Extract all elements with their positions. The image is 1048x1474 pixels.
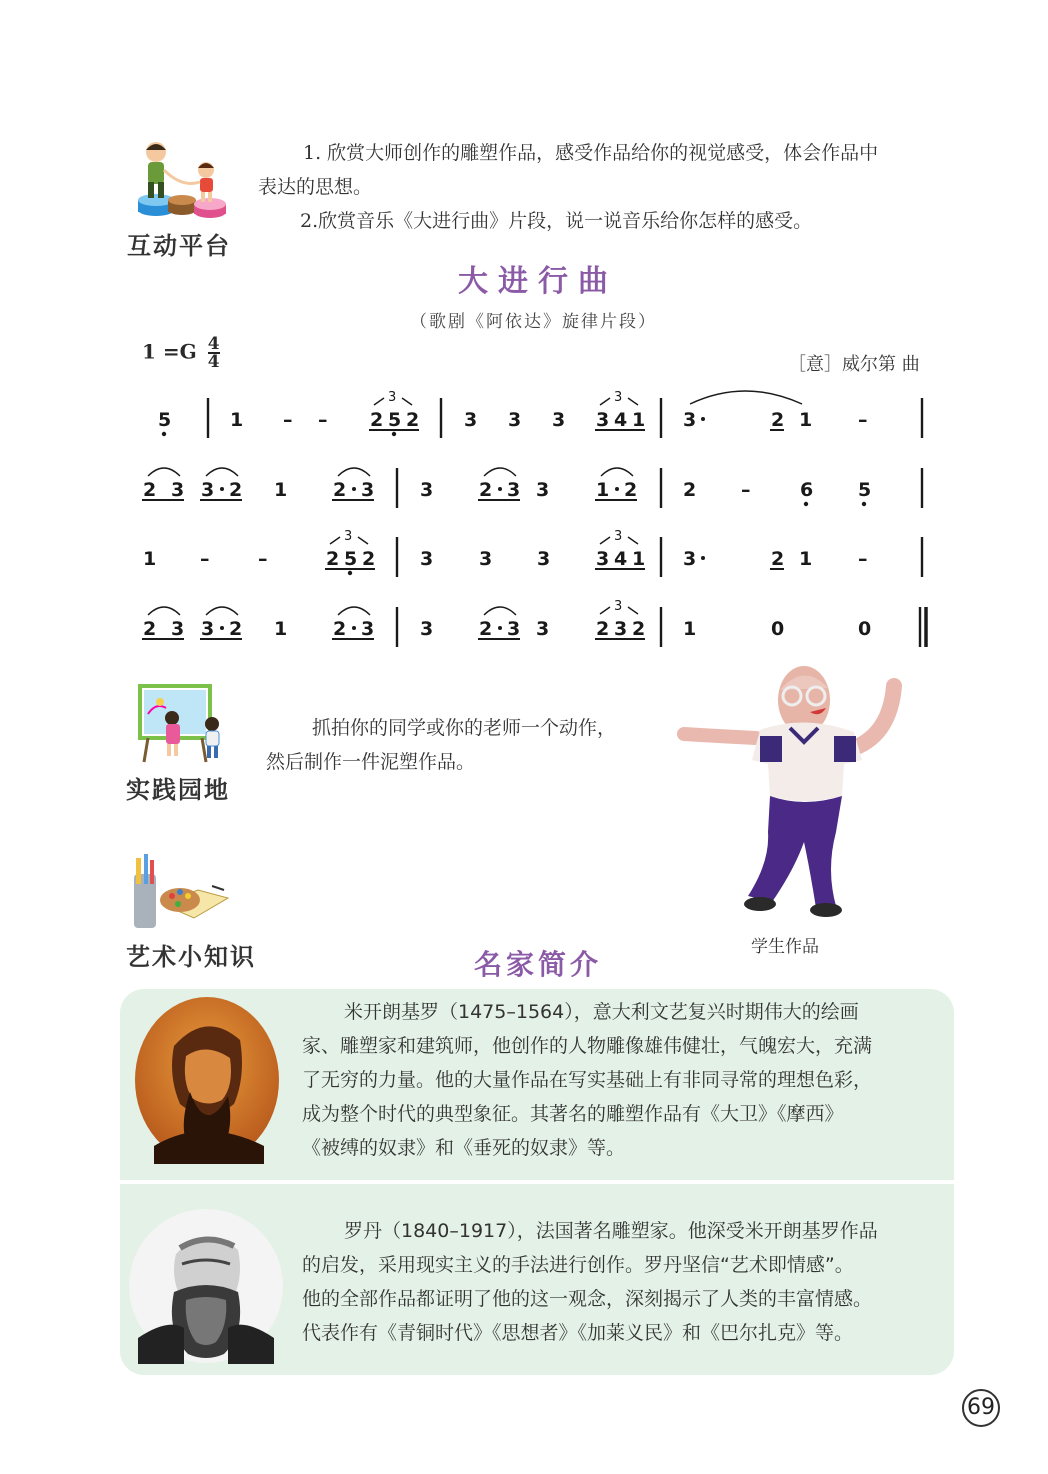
svg-text:2: 2 [229, 479, 243, 501]
svg-text:2: 2 [632, 618, 646, 640]
svg-text:3: 3 [171, 479, 185, 501]
svg-text:–: – [283, 409, 293, 431]
svg-text:3: 3 [464, 409, 478, 431]
svg-text:1: 1 [596, 479, 610, 501]
svg-text:0: 0 [771, 618, 785, 640]
svg-text:2: 2 [143, 479, 157, 501]
knowledge-label: 艺术小知识 [126, 943, 256, 971]
svg-text:2: 2 [229, 618, 243, 640]
svg-text:3: 3 [596, 409, 610, 431]
svg-text:3: 3 [614, 529, 623, 544]
svg-text:1: 1 [799, 409, 813, 431]
svg-text:3: 3 [614, 390, 623, 405]
svg-text:2: 2 [771, 548, 785, 570]
svg-text:3: 3 [536, 618, 550, 640]
practice-label: 实践园地 [126, 776, 230, 804]
rodin-bio-line-2: 的启发，采用现实主义的手法进行创作。罗丹坚信“艺术即情感”。 [302, 1254, 854, 1276]
svg-text:3: 3 [536, 479, 550, 501]
svg-text:2: 2 [624, 479, 638, 501]
svg-text:3: 3 [171, 618, 185, 640]
panel-divider [120, 1180, 954, 1184]
svg-text:3: 3 [420, 618, 434, 640]
rodin-bio-line-3: 他的全部作品都证明了他的这一观念，深刻揭示了人类的丰富情感。 [302, 1288, 873, 1310]
svg-text:–: – [858, 548, 868, 570]
key-label: 1 =G [142, 339, 197, 364]
svg-text:2: 2 [326, 548, 340, 570]
svg-text:5: 5 [158, 409, 172, 431]
svg-text:4: 4 [614, 409, 628, 431]
practice-text-2: 然后制作一件泥塑作品。 [266, 751, 476, 773]
michelangelo-bio-line-4: 成为整个时代的典型象征。其著名的雕塑作品有《大卫》《摩西》 [302, 1103, 844, 1125]
svg-text:3: 3 [388, 390, 397, 405]
interactive-item-2: 2.欣赏音乐《大进行曲》片段，说一说音乐给你怎样的感受。 [300, 210, 813, 232]
svg-text:2: 2 [333, 618, 347, 640]
svg-text:1: 1 [632, 409, 646, 431]
svg-text:3: 3 [507, 618, 521, 640]
composer: ［意］威尔第 曲 [788, 354, 920, 375]
michelangelo-bio-line-2: 家、雕塑家和建筑师，他创作的人物雕像雄伟健壮，气魄宏大，充满 [302, 1035, 873, 1057]
svg-text:3: 3 [596, 548, 610, 570]
rodin-bio-line-1: 罗丹（1840–1917），法国著名雕塑家。他深受米开朗基罗作品 [344, 1220, 878, 1242]
interactive-item-1-cont: 表达的思想。 [258, 176, 373, 198]
meter-bottom: 4 [207, 352, 220, 372]
svg-text:3: 3 [614, 618, 628, 640]
svg-text:4: 4 [614, 548, 628, 570]
michelangelo-bio-line-1: 米开朗基罗（1475–1564），意大利文艺复兴时期伟大的绘画 [344, 1001, 859, 1023]
svg-text:1: 1 [143, 548, 157, 570]
rodin-bio-line-4: 代表作有《青铜时代》《思想者》《加莱义民》和《巴尔扎克》等。 [302, 1322, 854, 1344]
svg-text:1: 1 [230, 409, 244, 431]
interactive-item-1: 1. 欣赏大师创作的雕塑作品，感受作品给你的视觉感受，体会作品中 [303, 142, 879, 164]
score-line-2 [142, 468, 922, 508]
practice-text-1: 抓拍你的同学或你的老师一个动作， [312, 717, 617, 739]
student-work-caption: 学生作品 [751, 937, 819, 957]
svg-text:3: 3 [201, 618, 215, 640]
svg-text:1: 1 [799, 548, 813, 570]
rodin-bio [302, 1214, 942, 1350]
student-clay-figure-image [676, 656, 916, 922]
svg-text:–: – [741, 479, 751, 501]
svg-text:6: 6 [800, 479, 814, 501]
svg-text:3: 3 [614, 599, 623, 614]
svg-text:3: 3 [479, 548, 493, 570]
svg-text:3: 3 [683, 548, 697, 570]
svg-text:3: 3 [201, 479, 215, 501]
svg-text:1: 1 [274, 618, 288, 640]
svg-text:2: 2 [596, 618, 610, 640]
svg-text:–: – [318, 409, 328, 431]
svg-text:1: 1 [632, 548, 646, 570]
song-title: 大进行曲 [458, 264, 618, 299]
practice-icon [136, 684, 228, 764]
svg-text:0: 0 [858, 618, 872, 640]
knowledge-icon [128, 854, 232, 934]
svg-text:5: 5 [344, 548, 358, 570]
svg-text:2: 2 [479, 618, 493, 640]
michelangelo-portrait-image [134, 996, 280, 1164]
svg-text:1: 1 [274, 479, 288, 501]
meter-top: 4 [207, 334, 220, 354]
michelangelo-bio-line-5: 《被缚的奴隶》和《垂死的奴隶》等。 [302, 1137, 626, 1159]
music-score [0, 0, 1048, 680]
svg-text:3: 3 [683, 409, 697, 431]
svg-text:2: 2 [362, 548, 376, 570]
song-subtitle: （歌剧《阿依达》旋律片段） [410, 312, 657, 332]
svg-text:–: – [858, 409, 868, 431]
svg-text:3: 3 [420, 479, 434, 501]
svg-text:3: 3 [507, 479, 521, 501]
svg-text:3: 3 [508, 409, 522, 431]
rodin-portrait-image [128, 1208, 284, 1364]
svg-text:2: 2 [406, 409, 420, 431]
famous-artists-heading: 名家简介 [474, 948, 603, 981]
svg-text:3: 3 [420, 548, 434, 570]
svg-text:5: 5 [388, 409, 402, 431]
svg-text:2: 2 [333, 479, 347, 501]
michelangelo-bio-line-3: 了无穷的力量。他的大量作品在写实基础上有非同寻常的理想色彩， [302, 1069, 873, 1091]
svg-text:–: – [258, 548, 268, 570]
svg-text:3: 3 [344, 529, 353, 544]
svg-text:2: 2 [370, 409, 384, 431]
michelangelo-bio [302, 995, 942, 1165]
svg-text:1: 1 [683, 618, 697, 640]
svg-text:–: – [200, 548, 210, 570]
svg-text:2: 2 [143, 618, 157, 640]
svg-text:3: 3 [552, 409, 566, 431]
svg-text:3: 3 [537, 548, 551, 570]
score-line-4 [142, 599, 926, 647]
page-number: 69 [962, 1389, 1000, 1427]
interactive-label: 互动平台 [127, 232, 231, 260]
score-line-3 [143, 529, 922, 577]
svg-text:2: 2 [771, 409, 785, 431]
svg-text:3: 3 [361, 479, 375, 501]
svg-text:2: 2 [479, 479, 493, 501]
svg-text:2: 2 [683, 479, 697, 501]
svg-text:3: 3 [361, 618, 375, 640]
score-line-1 [158, 390, 922, 438]
svg-text:5: 5 [858, 479, 872, 501]
